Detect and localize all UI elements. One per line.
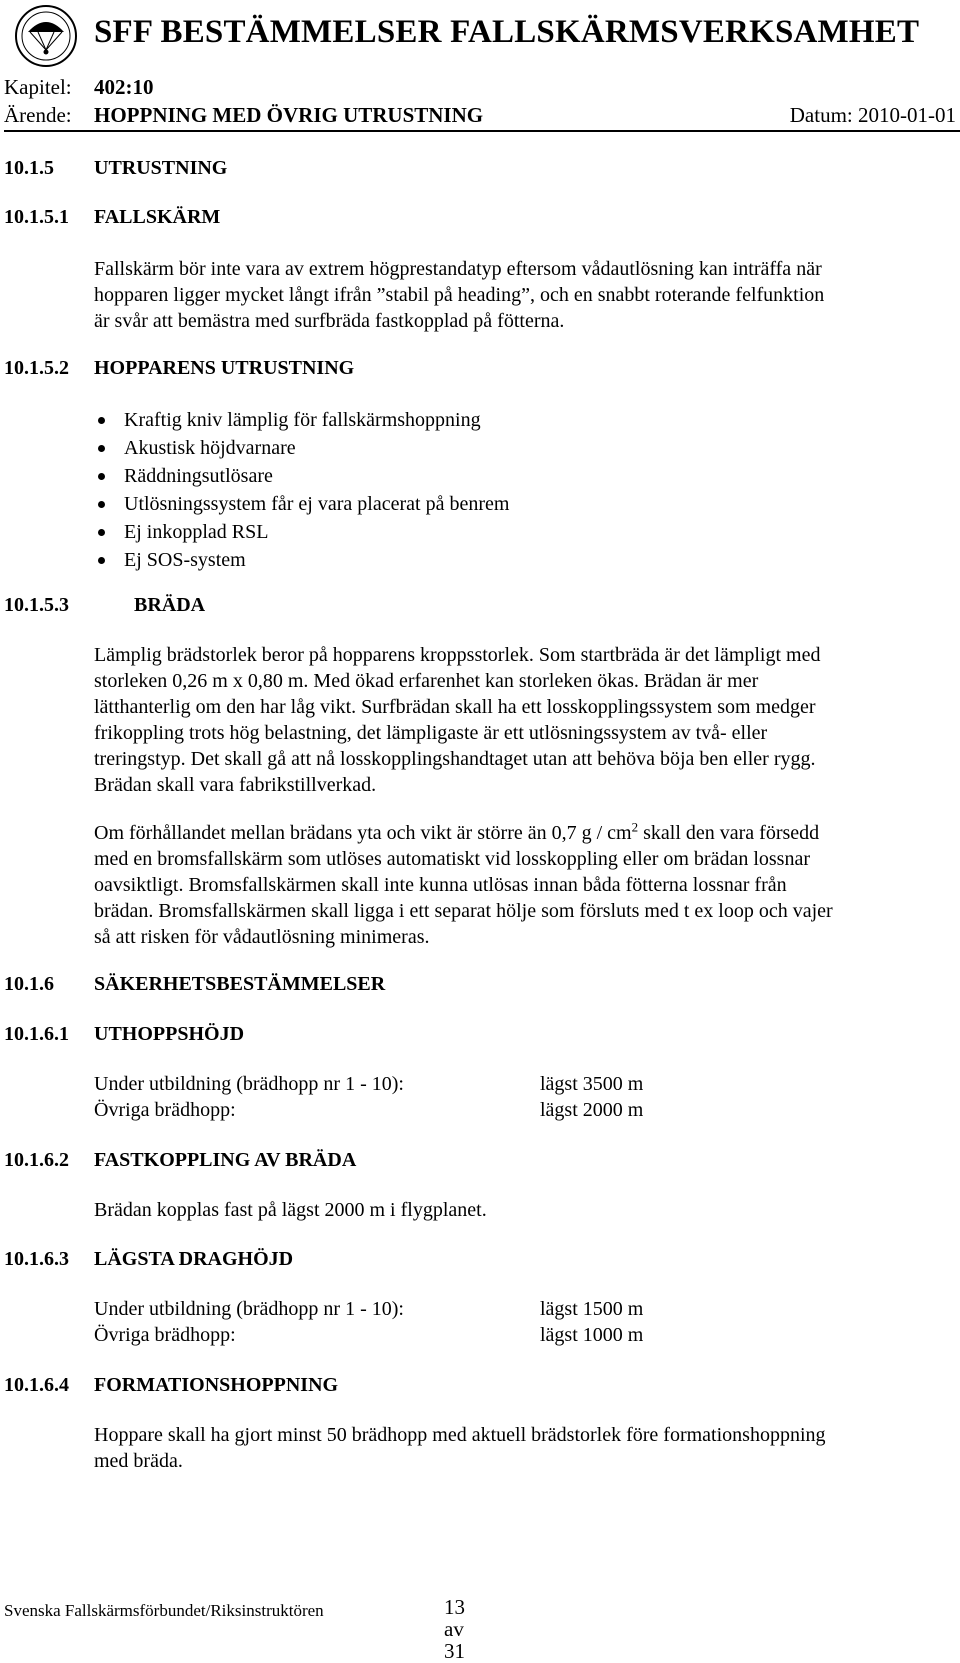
- text-line: så att risken för vådautlösning minimeras.: [94, 926, 430, 948]
- arende-label: Ärende:: [4, 103, 72, 127]
- kapitel-label: Kapitel:: [4, 75, 72, 99]
- section-number: 10.1.6.4: [4, 1374, 69, 1396]
- text-line: frikoppling trots hög belastning, det lämpligaste är ett utlösningssystem av två- eller: [94, 722, 768, 744]
- list-item: Räddningsutlösare: [94, 462, 509, 490]
- sff-logo: [4, 4, 88, 68]
- section-heading: FALLSKÄRM: [94, 206, 221, 228]
- footer: [4, 1595, 465, 1663]
- page-number: 13 av 31: [444, 1595, 465, 1663]
- row-label: Övriga brädhopp:: [94, 1324, 236, 1346]
- section-number: 10.1.6.1: [4, 1023, 69, 1045]
- section-heading: BRÄDA: [134, 594, 206, 616]
- section-number: 10.1.5: [4, 157, 54, 179]
- superscript: 2: [631, 819, 639, 835]
- section-number: 10.1.5.2: [4, 357, 69, 379]
- section-number: 10.1.6.3: [4, 1248, 69, 1270]
- section-heading: SÄKERHETSBESTÄMMELSER: [94, 973, 386, 995]
- text-line: storleken 0,26 m x 0,80 m. Med ökad erfarenhet kan storleken ökas. Brädan är mer: [94, 670, 759, 692]
- text-fragment: Om förhållandet mellan brädans yta och vikt är större än 0,7 g / cm: [94, 822, 632, 844]
- section-heading: UTRUSTNING: [94, 157, 228, 179]
- section-number: 10.1.6: [4, 973, 54, 995]
- row-value: lägst 2000 m: [540, 1099, 644, 1121]
- text-fragment: skall den vara försedd: [638, 822, 820, 844]
- paragraph-brada-2: [94, 820, 954, 950]
- paragraph-fallskarm: [94, 256, 954, 334]
- row-label: Övriga brädhopp:: [94, 1099, 236, 1121]
- kapitel-row: [4, 74, 154, 100]
- text-line: hopparen ligger mycket långt ifrån ”stabil på heading”, och en snabbt roterande felfunktion: [94, 284, 825, 306]
- list-item: Kraftig kniv lämplig för fallskärmshoppning: [94, 406, 509, 434]
- row-value: lägst 3500 m: [540, 1073, 644, 1095]
- arende-value: HOPPNING MED ÖVRIG UTRUSTNING: [94, 103, 484, 127]
- kapitel-value: 402:10: [94, 75, 154, 99]
- section-number: 10.1.5.1: [4, 206, 69, 228]
- text-line: är svår att bemästra med surfbräda fastkopplad på fötterna.: [94, 310, 565, 332]
- section-heading: LÄGSTA DRAGHÖJD: [94, 1248, 294, 1270]
- footer-org: Svenska Fallskärmsförbundet/Riksinstruktören: [4, 1601, 324, 1620]
- document-title: SFF BESTÄMMELSER FALLSKÄRMSVERKSAMHET: [94, 14, 920, 50]
- text-line: treringstyp. Det skall gå att nå losskopplingshandtaget utan att behöva böja ben eller rygg.: [94, 748, 816, 770]
- text-line: med en bromsfallskärm som utlöses automatiskt vid losskoppling eller om brädan lossnar: [94, 848, 811, 870]
- text-line: Hoppare skall ha gjort minst 50 brädhopp med aktuell brädstorlek före formationshoppning: [94, 1424, 826, 1446]
- list-item: Ej SOS-system: [94, 546, 509, 574]
- list-item: Utlösningssystem får ej vara placerat på benrem: [94, 490, 509, 518]
- equipment-list: [94, 406, 509, 574]
- section-number: 10.1.5.3: [4, 594, 69, 616]
- arende-row: [4, 102, 483, 128]
- text-line: lätthanterlig om den har låg vikt. Surfbrädan skall ha ett losskopplingssystem som medger: [94, 696, 816, 718]
- paragraph-formationshoppning: [94, 1422, 954, 1474]
- row-label: Under utbildning (brädhopp nr 1 - 10):: [94, 1298, 404, 1320]
- row-value: lägst 1500 m: [540, 1298, 644, 1320]
- row-value: lägst 1000 m: [540, 1324, 644, 1346]
- paragraph-brada-1: [94, 642, 954, 798]
- text-line: oavsiktligt. Bromsfallskärmen skall inte kunna utlösas innan båda fötterna lossnar från: [94, 874, 787, 896]
- text-line: Lämplig brädstorlek beror på hopparens kroppsstorlek. Som startbräda är det lämpligt med: [94, 644, 821, 666]
- text-line: Fallskärm bör inte vara av extrem högprestandatyp eftersom vådautlösning kan inträffa när: [94, 258, 822, 280]
- section-heading: UTHOPPSHÖJD: [94, 1023, 245, 1045]
- paragraph-fastkoppling: Brädan kopplas fast på lägst 2000 m i flygplanet.: [94, 1199, 487, 1221]
- header-divider: [4, 130, 960, 132]
- section-heading: FORMATIONSHOPPNING: [94, 1374, 339, 1396]
- section-heading: HOPPARENS UTRUSTNING: [94, 357, 355, 379]
- list-item: Akustisk höjdvarnare: [94, 434, 509, 462]
- list-item: Ej inkopplad RSL: [94, 518, 509, 546]
- date: Datum: 2010-01-01: [789, 103, 956, 127]
- section-number: 10.1.6.2: [4, 1149, 69, 1171]
- row-label: Under utbildning (brädhopp nr 1 - 10):: [94, 1073, 404, 1095]
- text-line: Brädan skall vara fabrikstillverkad.: [94, 774, 377, 796]
- text-line: [94, 820, 954, 846]
- text-line: brädan. Bromsfallskärmen skall ligga i ett separat hölje som försluts med t ex loop och vajer: [94, 900, 833, 922]
- section-heading: FASTKOPPLING AV BRÄDA: [94, 1149, 357, 1171]
- text-line: med bräda.: [94, 1450, 183, 1472]
